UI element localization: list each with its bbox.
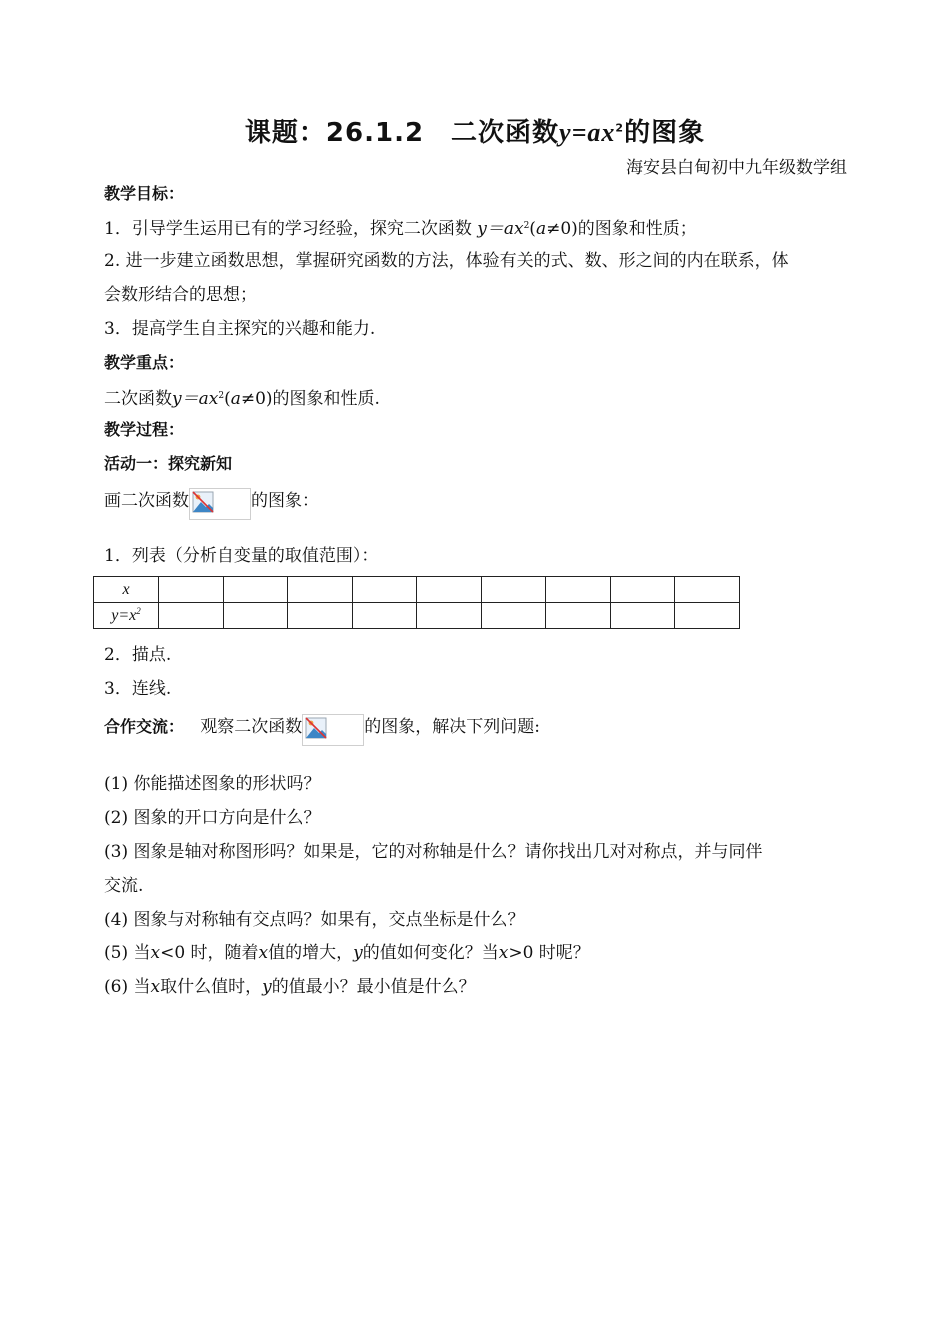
q5-var-x2: x [258, 943, 269, 963]
table-cell-x-label: x [94, 577, 159, 603]
goal-item-3: 3．提高学生自主探究的兴趣和能力. [104, 319, 376, 339]
key-text-a: 二次函数 [104, 389, 172, 409]
q5-part-d: 的值如何变化？当 [362, 943, 499, 963]
q5-var-y: y [353, 943, 363, 963]
table-cell[interactable] [352, 577, 417, 603]
discuss-text-b: 的图象，解决下列问题: [364, 717, 540, 737]
draw-text-b: 的图象： [251, 491, 319, 511]
table-cell-y-label [94, 603, 159, 629]
step-1: 1．列表（分析自变量的取值范围）： [104, 546, 379, 566]
process-heading: 教学过程： [104, 420, 185, 439]
table-cell[interactable] [546, 577, 611, 603]
question-5 [104, 942, 849, 964]
table-cell[interactable] [223, 577, 288, 603]
table-cell[interactable] [417, 577, 482, 603]
goal-1-formula: y＝ax [477, 219, 524, 239]
goals-heading: 教学目标： [104, 184, 185, 203]
formula-image-1 [189, 488, 251, 520]
broken-image-icon [192, 491, 214, 513]
question-1: (1) 你能描述图象的形状吗？ [104, 774, 321, 794]
goal-1-var: a [535, 219, 547, 239]
q6-part-c: 的值最小？最小值是什么？ [271, 977, 476, 997]
question-6 [104, 976, 849, 998]
table-cell[interactable] [417, 603, 482, 629]
goal-item-2-line-2: 会数形结合的思想； [104, 285, 257, 305]
table-cell[interactable] [610, 577, 675, 603]
page-title [0, 112, 950, 149]
discuss-line [104, 714, 849, 746]
title-prefix: 课题：26.1.2 二次函数 [244, 118, 560, 148]
table-cell[interactable] [288, 603, 353, 629]
goal-1-rest: ≠0)的图象和性质； [546, 219, 697, 239]
discuss-text-a: 观察二次函数 [200, 717, 303, 737]
question-4: (4) 图象与对称轴有交点吗？如果有，交点坐标是什么？ [104, 910, 525, 930]
y-label-var: y=x [111, 607, 137, 624]
table-cell[interactable] [352, 603, 417, 629]
table-cell[interactable] [159, 603, 224, 629]
draw-text-a: 画二次函数 [104, 491, 189, 511]
key-paren: ( [224, 389, 231, 409]
title-formula: y=ax [559, 118, 616, 147]
key-var: a [230, 389, 241, 409]
goal-1-text: 1．引导学生运用已有的学习经验，探究二次函数 [104, 219, 472, 239]
step-3: 3．连线. [104, 679, 172, 699]
q6-var-x: x [150, 977, 161, 997]
table-cell[interactable] [675, 577, 740, 603]
question-2: (2) 图象的开口方向是什么？ [104, 808, 321, 828]
q6-part-a: (6) 当 [104, 977, 151, 997]
author-line: 海安县白甸初中九年级数学组 [626, 158, 847, 178]
step-2: 2．描点. [104, 645, 172, 665]
table-row [94, 603, 740, 629]
q5-part-a: (5) 当 [104, 943, 151, 963]
question-3-line-1: (3) 图象是轴对称图形吗？如果是，它的对称轴是什么？请你找出几对对称点，并与同伴 [104, 842, 763, 862]
q5-part-e: >0 时呢？ [508, 943, 590, 963]
table-cell[interactable] [481, 577, 546, 603]
q5-part-c: 值的增大， [268, 943, 354, 963]
table-cell[interactable] [675, 603, 740, 629]
table-cell[interactable] [610, 603, 675, 629]
q5-var-x3: x [498, 943, 509, 963]
goal-item-2-line-1: 2. 进一步建立函数思想，掌握研究函数的方法，体验有关的式、数、形之间的内在联系，体 [104, 251, 789, 271]
key-text [104, 385, 849, 410]
draw-instruction [104, 488, 849, 520]
q5-part-b: <0 时，随着 [160, 943, 259, 963]
table-cell[interactable] [546, 603, 611, 629]
table-cell[interactable] [288, 577, 353, 603]
y-label-exponent: 2 [136, 606, 141, 616]
table-cell[interactable] [159, 577, 224, 603]
goal-1-exponent: 2 [523, 221, 530, 231]
title-suffix: 的图象 [624, 118, 706, 148]
table-cell[interactable] [223, 603, 288, 629]
table-cell[interactable] [481, 603, 546, 629]
q5-var-x1: x [150, 943, 161, 963]
goal-item-1 [104, 215, 849, 240]
question-3-line-2: 交流. [104, 876, 144, 896]
activity-heading: 活动一：探究新知 [104, 454, 233, 473]
title-exponent: 2 [615, 121, 625, 135]
broken-image-icon [305, 717, 327, 739]
q6-var-y: y [262, 977, 272, 997]
formula-image-2 [302, 714, 364, 746]
key-heading: 教学重点： [104, 353, 185, 372]
key-formula: y＝ax [172, 389, 219, 409]
value-table [93, 576, 740, 629]
key-rest: ≠0)的图象和性质. [240, 389, 380, 409]
q6-part-b: 取什么值时， [160, 977, 263, 997]
goal-1-paren: ( [529, 219, 536, 239]
discuss-heading: 合作交流： [104, 717, 185, 736]
key-exponent: 2 [218, 391, 225, 401]
table-row [94, 577, 740, 603]
